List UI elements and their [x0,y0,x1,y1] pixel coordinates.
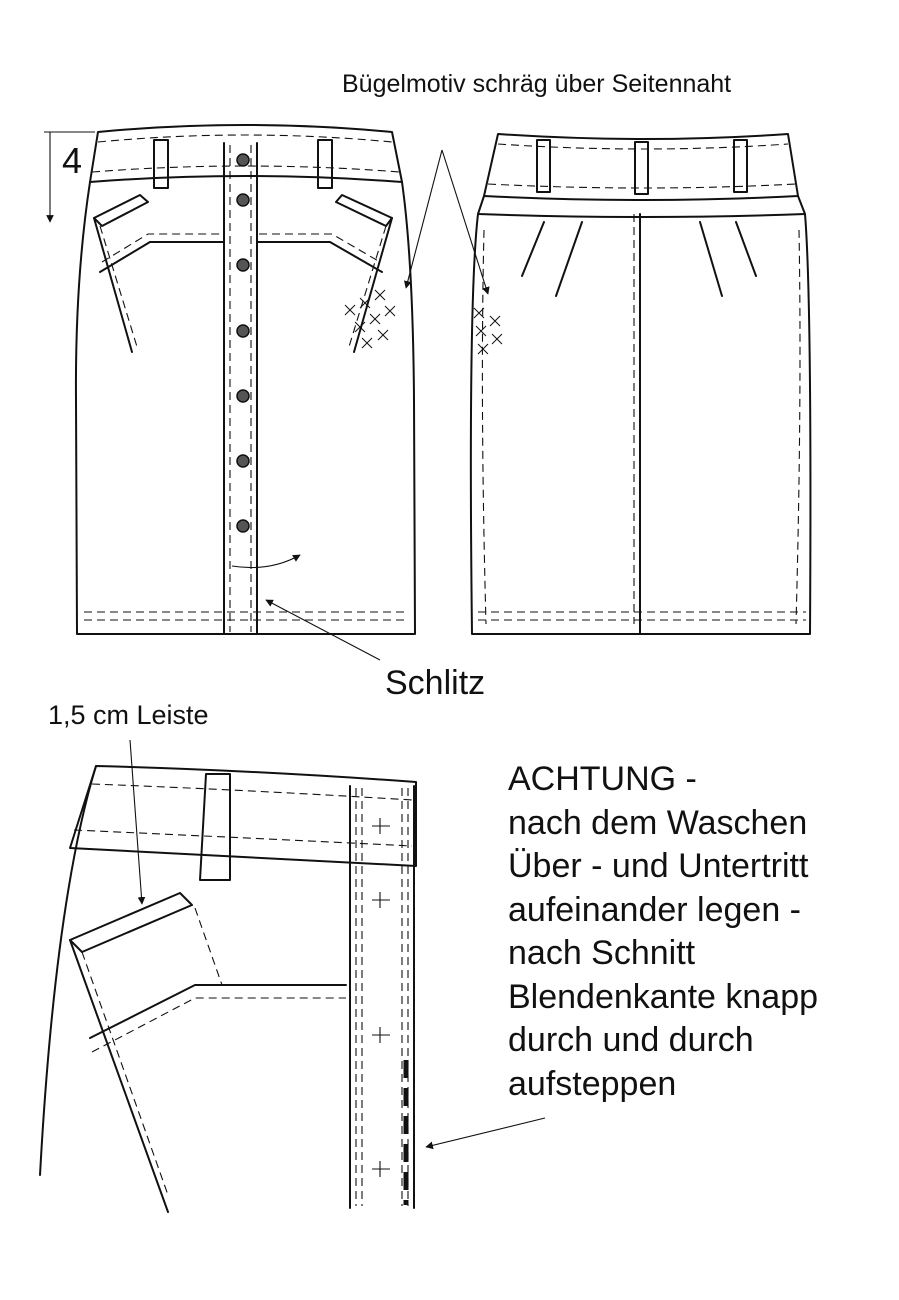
button-dot [237,390,249,402]
motif-label: Bügelmotiv schräg über Seitennaht [342,70,732,98]
waistband-height-label: 4 [62,140,83,181]
button-dot [237,194,249,206]
slit-label: Schlitz [385,664,486,702]
button-dot [237,455,249,467]
note-line: nach Schnitt [508,934,696,972]
button-dot [237,520,249,532]
note-line: ACHTUNG - [508,760,697,798]
button-dot [237,259,249,271]
skirt-back-view [471,134,811,634]
instruction-note [508,758,818,1106]
note-line: aufsteppen [508,1064,677,1103]
button-row [237,154,249,532]
button-dot [237,154,249,166]
note-line: durch und durch [508,1021,754,1059]
note-line: Blendenkante knapp [508,977,819,1016]
annotation-arrows [44,132,545,1147]
button-dot [237,325,249,337]
note-line: nach dem Waschen [508,803,808,842]
waistband-detail-view [40,766,416,1212]
note-line: Über - und Untertritt [508,847,809,885]
note-line: aufeinander legen - [508,890,802,929]
placket-width-label: 1,5 cm Leiste [48,700,209,730]
